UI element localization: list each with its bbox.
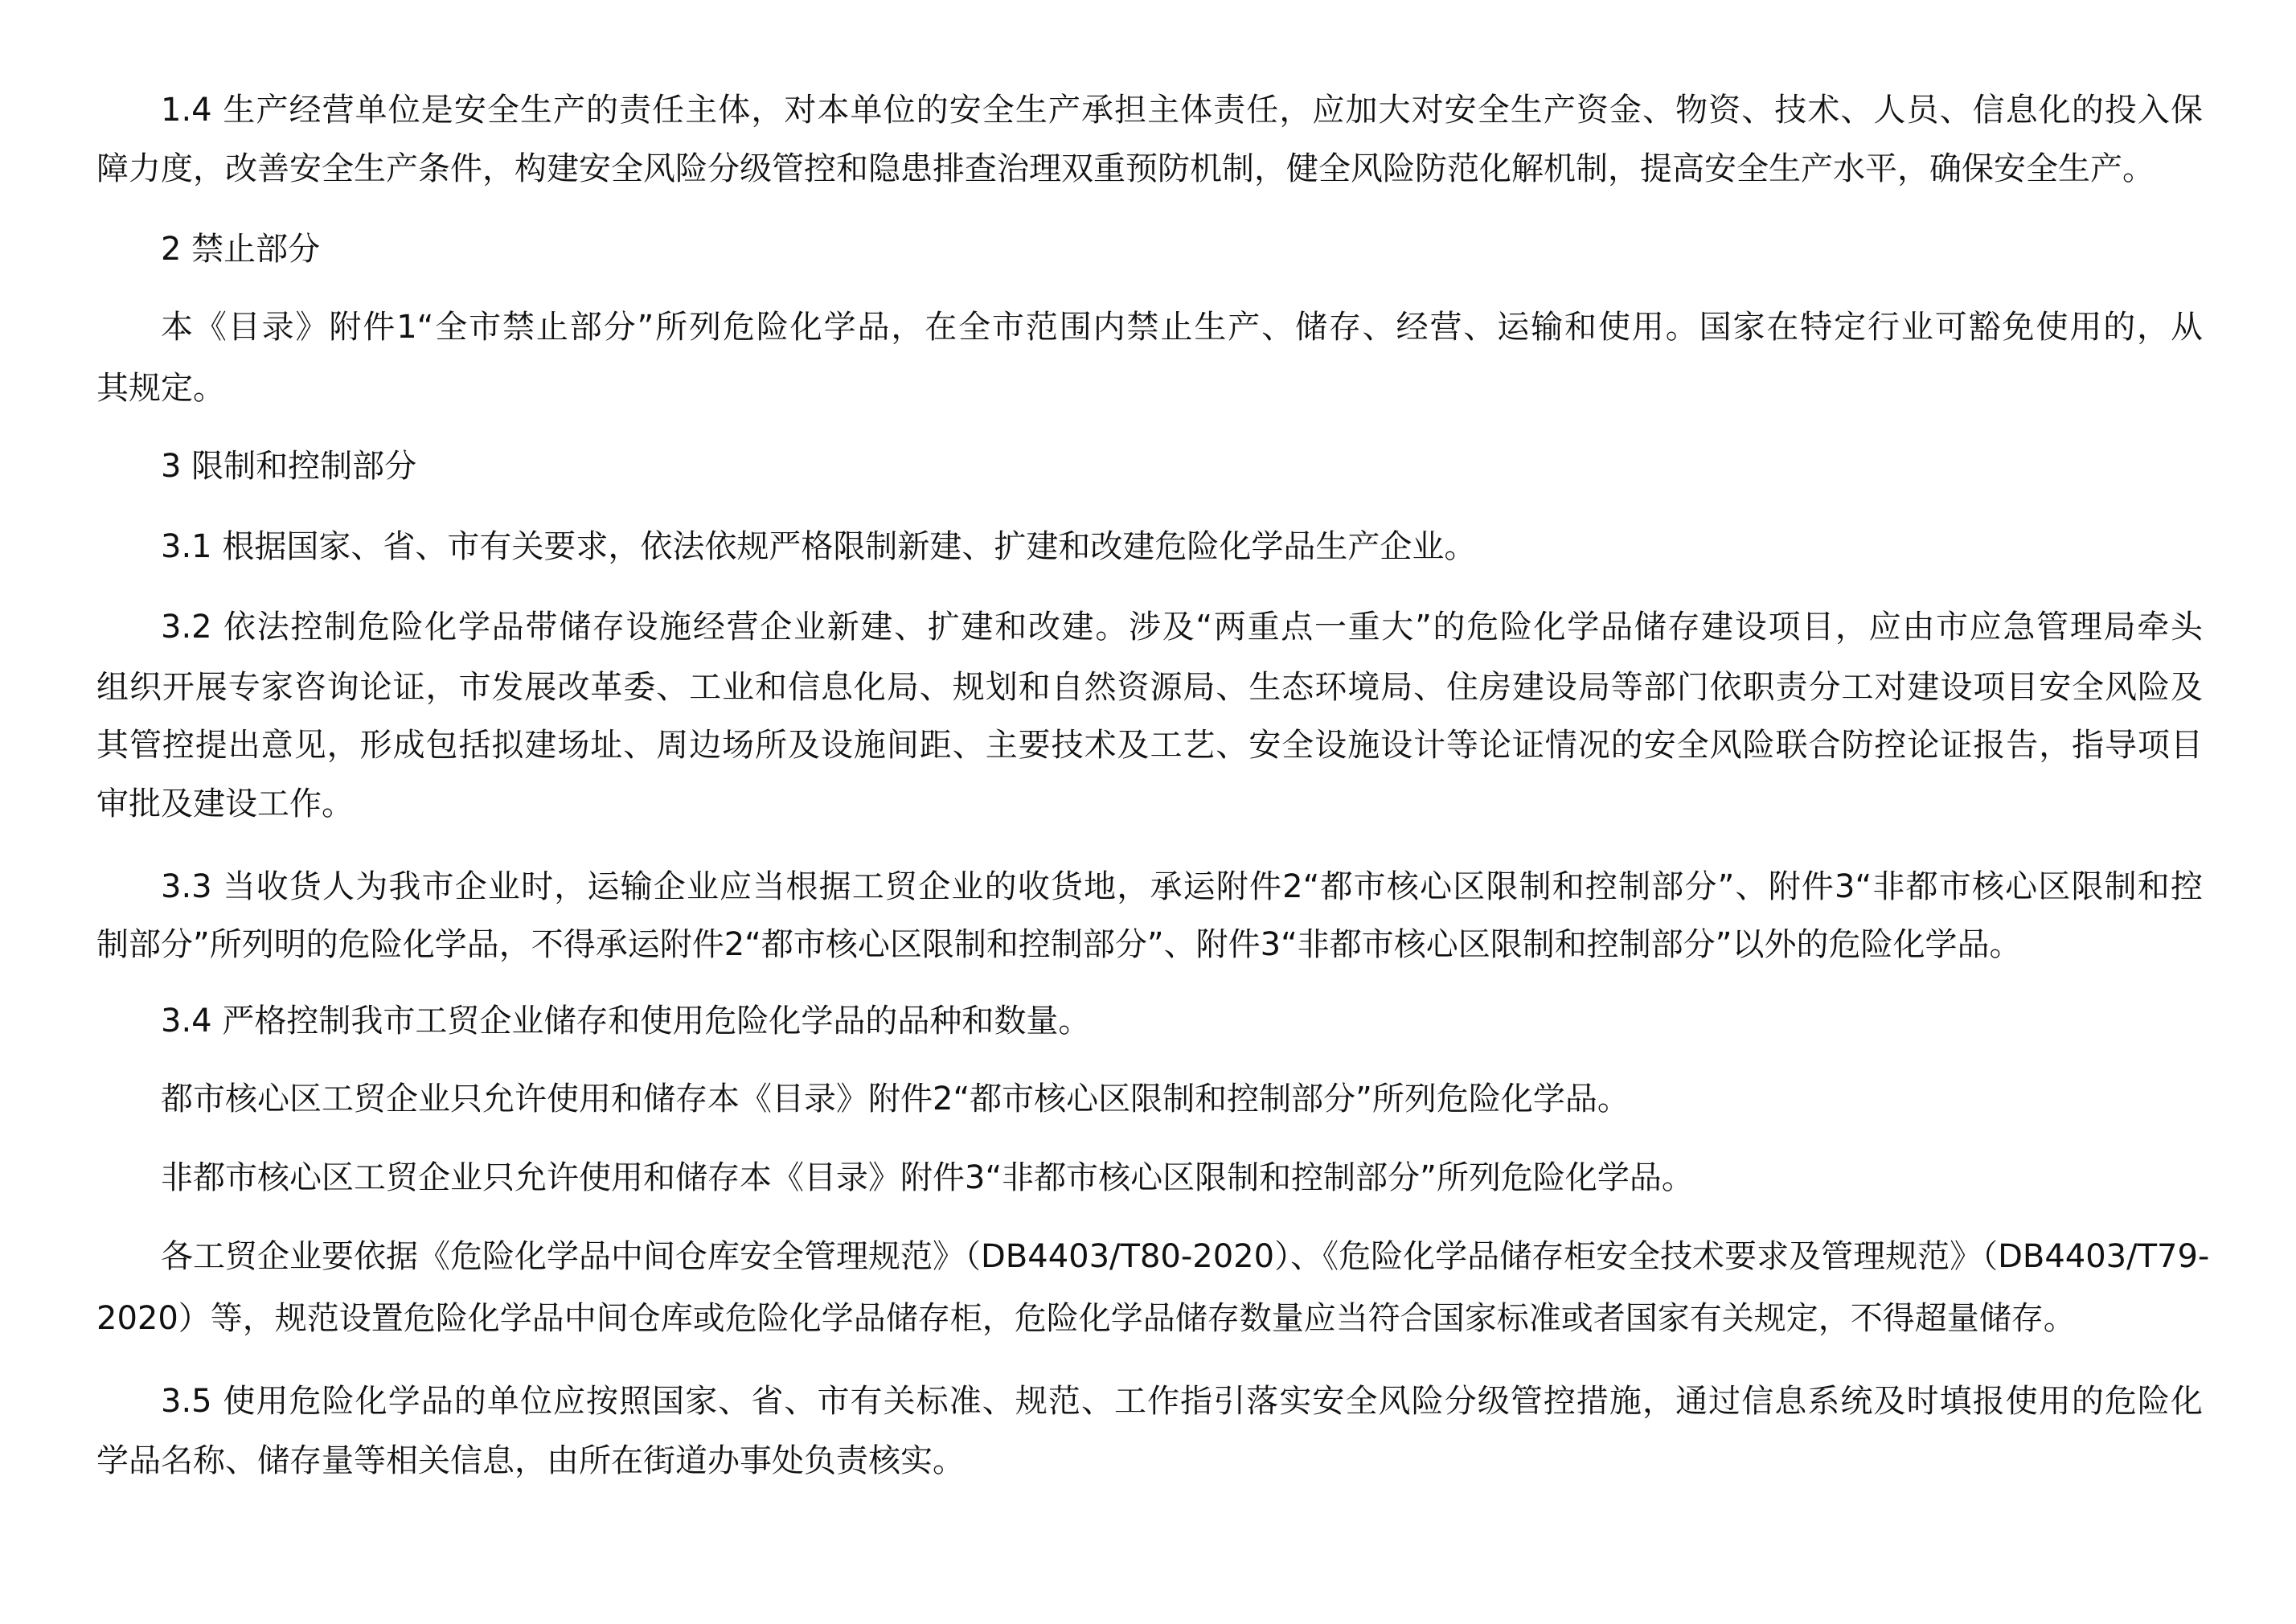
paragraph-3-1-line-1: 3.1 根据国家、省、市有关要求，依法依规严格限制新建、扩建和改建危险化学品生产企业。 [161,528,1477,565]
paragraph-3-5-line-1: 3.5 使用危险化学品的单位应按照国家、省、市有关标准、规范、工作指引落实安全风险分级管控措施，通过信息系统及时填报使用的危险化 [161,1383,2203,1420]
paragraph-3-2-line-2: 组织开展专家咨询论证，市发展改革委、工业和信息化局、规划和自然资源局、生态环境局、住房建设局等部门依职责分工对建设项目安全风险及 [96,669,2203,706]
paragraph-3-3-line-2: 制部分”所列明的危险化学品，不得承运附件2“都市核心区限制和控制部分”、附件3“非都市核心区限制和控制部分”以外的危险化学品。 [96,926,2022,963]
paragraph-2-line-1: 本《目录》附件1“全市禁止部分”所列危险化学品，在全市范围内禁止生产、储存、经营、运输和使用。国家在特定行业可豁免使用的，从 [161,309,2203,346]
paragraph-3-2-line-4: 审批及建设工作。 [96,785,354,822]
paragraph-3-4-a-line-1: 都市核心区工贸企业只允许使用和储存本《目录》附件2“都市核心区限制和控制部分”所列危险化学品。 [161,1081,1630,1118]
section-heading-3: 3 限制和控制部分 [161,448,417,485]
paragraph-3-4-c-line-1: 各工贸企业要依据《危险化学品中间仓库安全管理规范》（DB4403/T80-2020）、《危险化学品储存柜安全技术要求及管理规范》（DB4403/T79- [161,1238,2210,1275]
paragraph-3-3-line-1: 3.3 当收货人为我市企业时，运输企业应当根据工贸企业的收货地，承运附件2“都市核心区限制和控制部分”、附件3“非都市核心区限制和控 [161,868,2203,905]
paragraph-1-4-line-1: 1.4 生产经营单位是安全生产的责任主体，对本单位的安全生产承担主体责任，应加大对安全生产资金、物资、技术、人员、信息化的投入保 [161,92,2203,129]
paragraph-3-4-c-line-2: 2020）等，规范设置危险化学品中间仓库或危险化学品储存柜，危险化学品储存数量应当符合国家标准或者国家有关规定，不得超量储存。 [96,1300,2076,1337]
paragraph-2-line-2: 其规定。 [96,370,225,407]
paragraph-3-4-line-1: 3.4 严格控制我市工贸企业储存和使用危险化学品的品种和数量。 [161,1003,1091,1040]
paragraph-3-5-line-2: 学品名称、储存量等相关信息，由所在街道办事处负责核实。 [96,1442,965,1479]
paragraph-3-2-line-3: 其管控提出意见，形成包括拟建场址、周边场所及设施间距、主要技术及工艺、安全设施设计等论证情况的安全风险联合防控论证报告，指导项目 [96,727,2203,764]
paragraph-1-4-line-2: 障力度，改善安全生产条件，构建安全风险分级管控和隐患排查治理双重预防机制，健全风险防范化解机制，提高安全生产水平，确保安全生产。 [96,150,2155,187]
paragraph-3-2-line-1: 3.2 依法控制危险化学品带储存设施经营企业新建、扩建和改建。涉及“两重点一重大”的危险化学品储存建设项目，应由市应急管理局牵头 [161,609,2203,646]
paragraph-3-4-b-line-1: 非都市核心区工贸企业只允许使用和储存本《目录》附件3“非都市核心区限制和控制部分”所列危险化学品。 [161,1159,1694,1196]
section-heading-2: 2 禁止部分 [161,231,321,268]
